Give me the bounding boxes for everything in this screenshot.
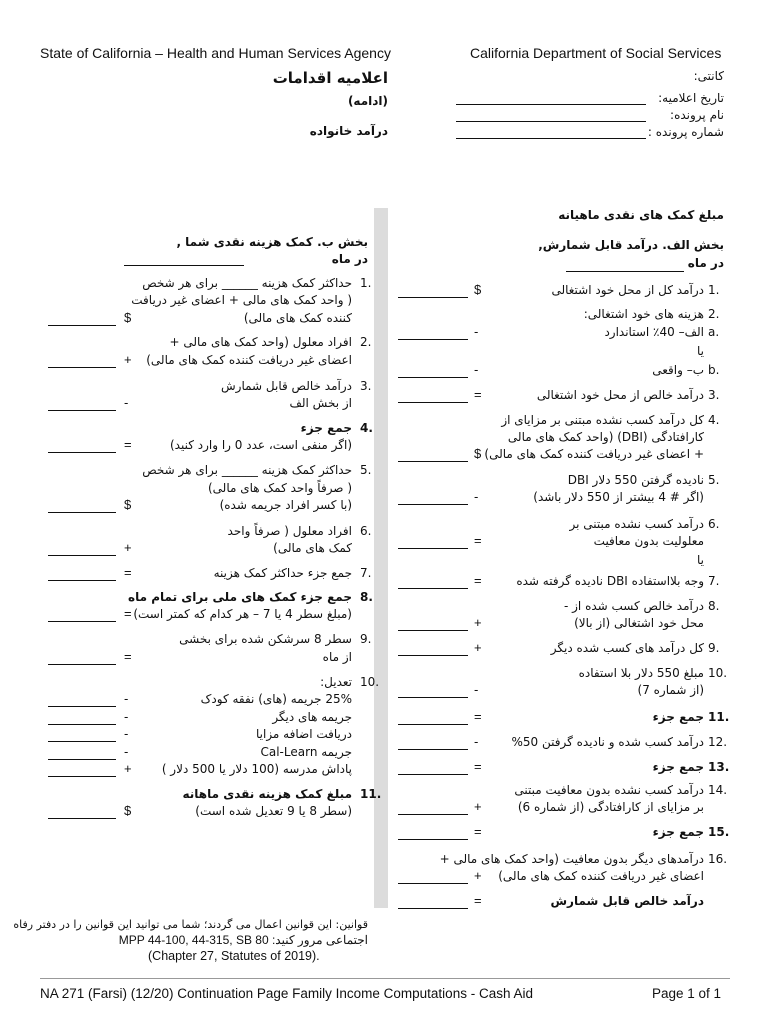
part-a-operator-symbol: = xyxy=(474,824,482,839)
part-a-operator-symbol: = xyxy=(474,893,482,908)
part-a-operator-symbol: = xyxy=(474,709,482,724)
part-b-item-number: 3. xyxy=(360,379,372,393)
part-a-item-text: کل درآمد کسب نشده مبتنی بر مزایای از xyxy=(501,413,704,427)
part-a-item-text: درآمد خالص از محل خود اشتغالی xyxy=(536,388,704,402)
part-b-item-text: از بخش الف xyxy=(289,396,352,410)
part-b-item-text: جمع جزء کمک های ملی برای تمام ماه xyxy=(128,590,352,604)
part-b-item-text: (مبلغ سطر 4 یا 7 – هر کدام که کمتر است) xyxy=(133,607,352,621)
laws-line-2: اجتماعی مرور کنید: MPP 44-100, 44-315, SB 80 xyxy=(118,933,368,947)
part-a-item-number: 12. xyxy=(708,735,728,749)
part-b-item-number: 2. xyxy=(360,335,372,349)
part-b-amount-field[interactable] xyxy=(48,555,116,556)
part-a-item-text: جمع جزء xyxy=(652,825,704,839)
part-a-item-number: 14. xyxy=(708,783,728,797)
part-b-item-text: مبلغ کمک هزینه نقدی ماهانه xyxy=(182,787,352,801)
part-a-operator-symbol: + xyxy=(474,868,482,883)
part-a-operator-symbol: - xyxy=(474,489,479,504)
part-b-item-number: 7. xyxy=(360,566,372,580)
part-b-amount-field[interactable] xyxy=(48,512,116,513)
part-a-item-text: ب– واقعی xyxy=(652,363,704,377)
part-b-item-number: 11. xyxy=(360,787,382,801)
part-a-operator-symbol: $ xyxy=(474,446,482,461)
part-a-item-text: نادیده گرفتن 550 دلار DBI xyxy=(567,473,704,487)
part-a-item-text: یا xyxy=(697,344,704,358)
part-a-item-text: درآمد خالص کسب شده از - xyxy=(563,599,704,613)
part-a-operator-symbol: = xyxy=(474,387,482,402)
part-b-operator-symbol: - xyxy=(124,744,129,759)
county-label: کانتی: xyxy=(693,69,724,83)
part-b-item-text: (سطر 8 یا 9 تعدیل شده است) xyxy=(195,804,352,818)
part-a-month-field[interactable] xyxy=(566,271,684,272)
part-b-amount-field[interactable] xyxy=(48,664,116,665)
part-a-operator-symbol: - xyxy=(474,324,479,339)
agency-right: California Department of Social Services xyxy=(470,45,722,61)
part-a-title: بخش الف. درآمد قابل شمارش, xyxy=(538,238,724,252)
part-a-operator-symbol: - xyxy=(474,362,479,377)
part-a-item-number: 7. xyxy=(708,574,720,588)
notice-title: اعلامیه اقدامات xyxy=(272,69,388,87)
part-a-item-text: + اعضای غیر دریافت کننده کمک های مالی) xyxy=(484,447,704,461)
part-a-item-number: 3. xyxy=(708,388,720,402)
part-b-operator-symbol: = xyxy=(124,565,132,580)
part-b-amount-field[interactable] xyxy=(48,410,116,411)
part-b-amount-field[interactable] xyxy=(48,580,116,581)
part-b-item-text: اعضای غیر دریافت کننده کمک های مالی) xyxy=(146,353,352,367)
part-a-item-number: b. xyxy=(708,363,720,377)
part-a-item-text: محل خود اشتغالی (از بالا) xyxy=(574,616,704,630)
part-a-operator-symbol: = xyxy=(474,533,482,548)
part-b-operator-symbol: + xyxy=(124,761,132,776)
part-a-amount-field[interactable] xyxy=(398,655,468,656)
part-b-item-text: از ماه xyxy=(322,650,352,664)
part-a-amount-field[interactable] xyxy=(398,814,468,815)
part-b-operator-symbol: + xyxy=(124,540,132,555)
part-b-item-number: 5. xyxy=(360,463,372,477)
part-b-item-number: 8. xyxy=(360,590,373,604)
part-b-operator-symbol: - xyxy=(124,726,129,741)
part-a-item-text: مبلغ 550 دلار بلا استفاده xyxy=(578,666,704,680)
notice-title-cont: (ادامه) xyxy=(347,94,388,108)
part-b-item-number: 4. xyxy=(360,421,373,435)
part-a-amount-field[interactable] xyxy=(398,697,468,698)
part-a-item-text: (اگر # 4 بیشتر از 550 دلار باشد) xyxy=(533,490,704,504)
notice-date-label: تاریخ اعلامیه: xyxy=(658,91,724,105)
part-a-item-text: درآمدهای دیگر بدون معافیت (واحد کمک های مالی + xyxy=(439,852,704,866)
part-a-item-text: الف– 40٪ استاندارد xyxy=(604,325,704,339)
part-b-item-text: ( واحد کمک های مالی + اعضای غیر دریافت xyxy=(131,293,352,307)
part-a-amount-field[interactable] xyxy=(398,339,468,340)
part-a-item-number: 1. xyxy=(708,283,720,297)
part-b-amount-field[interactable] xyxy=(48,452,116,453)
part-a-amount-field[interactable] xyxy=(398,588,468,589)
part-a-amount-field[interactable] xyxy=(398,461,468,462)
part-a-item-text: درآمد کسب شده و نادیده گرفتن 50% xyxy=(511,735,704,749)
part-a-amount-field[interactable] xyxy=(398,402,468,403)
part-b-operator-symbol: = xyxy=(124,649,132,664)
part-a-item-text: درآمد کسب نشده مبتنی بر xyxy=(569,517,704,531)
part-a-item-text: درآمد کسب نشده بدون معافیت مبتنی xyxy=(514,783,704,797)
part-a-item-number: 9. xyxy=(708,641,720,655)
part-b-item-text: افراد معلول (واحد کمک های مالی + xyxy=(169,335,352,349)
case-name-label: نام پرونده: xyxy=(670,108,724,122)
part-a-item-text: بر مزایای از کارافتادگی (از شماره 6) xyxy=(517,800,704,814)
part-a-item-number: 5. xyxy=(708,473,720,487)
part-b-operator-symbol: $ xyxy=(124,497,132,512)
case-number-field[interactable] xyxy=(456,138,646,139)
part-a-item-text: وجه بلااستفاده DBI نادیده گرفته شده xyxy=(516,574,704,588)
part-b-item-number: 6. xyxy=(360,524,372,538)
part-b-item-text: تعدیل: xyxy=(320,675,352,689)
part-a-item-text: جمع جزء xyxy=(652,710,704,724)
part-a-item-text: هزینه های خود اشتغالی: xyxy=(583,307,704,321)
part-b-operator-symbol: + xyxy=(124,352,132,367)
part-b-item-text: جمع جزء xyxy=(300,421,352,435)
part-b-amount-field[interactable] xyxy=(48,759,116,760)
part-a-item-text: درآمد خالص قابل شمارش xyxy=(550,894,704,908)
part-a-item-text: معلولیت بدون معافیت xyxy=(593,534,704,548)
part-b-item-text: افراد معلول ( صرفاً واحد xyxy=(227,524,352,538)
part-b-item-number: 1. xyxy=(360,276,372,290)
part-b-operator-symbol: - xyxy=(124,691,129,706)
part-a-item-number: 2. xyxy=(708,307,720,321)
part-b-operator-symbol: - xyxy=(124,709,129,724)
part-b-item-text: جمع جزء حداکثر کمک هزینه xyxy=(213,566,352,580)
part-b-operator-symbol: = xyxy=(124,606,132,621)
part-b-item-text: کمک های مالی) xyxy=(273,541,352,555)
part-b-item-text: جریمه Cal-Learn xyxy=(260,745,352,759)
part-a-operator-symbol: = xyxy=(474,759,482,774)
part-a-item-text: کارافتادگی (DBI) (واحد کمک های مالی xyxy=(507,430,704,444)
part-a-item-text: اعضای غیر دریافت کننده کمک های مالی) xyxy=(498,869,704,883)
part-b-item-text: (با کسر افراد جریمه شده) xyxy=(219,498,352,512)
case-number-label: شماره پرونده : xyxy=(647,125,724,139)
column-divider xyxy=(374,208,388,908)
part-b-operator-symbol: = xyxy=(124,437,132,452)
part-b-item-text: (اگر منفی است، عدد 0 را وارد کنید) xyxy=(170,438,352,452)
part-b-item-text: حداکثر کمک هزینه ______ برای هر شخص xyxy=(142,463,352,477)
notice-subtitle: درآمد خانواده xyxy=(309,124,388,138)
part-a-operator-symbol: + xyxy=(474,799,482,814)
part-b-item-number: 10. xyxy=(360,675,380,689)
part-a-item-number: 15. xyxy=(708,825,730,839)
part-b-item-text: کننده کمک های مالی) xyxy=(243,311,352,325)
part-b-operator-symbol: - xyxy=(124,395,129,410)
part-a-amount-field[interactable] xyxy=(398,749,468,750)
part-a-amount-field[interactable] xyxy=(398,724,468,725)
laws-line-3: (Chapter 27, Statutes of 2019). xyxy=(148,949,320,963)
case-name-field[interactable] xyxy=(456,121,646,122)
part-a-amount-field[interactable] xyxy=(398,548,468,549)
part-a-item-number: a. xyxy=(708,325,720,339)
part-b-item-text: حداکثر کمک هزینه ______ برای هر شخص xyxy=(142,276,352,290)
part-b-amount-field[interactable] xyxy=(48,325,116,326)
part-a-item-number: 6. xyxy=(708,517,720,531)
footer-form-id: NA 271 (Farsi) (12/20) Continuation Page Family Income Computations - Cash Aid xyxy=(40,986,533,1001)
part-b-operator-symbol: $ xyxy=(124,310,132,325)
part-a-item-number: 16. xyxy=(708,852,728,866)
part-a-item-text: کل درآمد های کسب شده دیگر xyxy=(550,641,704,655)
part-a-operator-symbol: = xyxy=(474,573,482,588)
part-a-item-number: 11. xyxy=(708,710,730,724)
laws-line-1: قوانین: این قوانین اعمال می گردند؛ شما می توانید این قوانین را در دفتر رفاه xyxy=(13,918,368,931)
part-b-title: بخش ب. کمک هزینه نقدی شما , xyxy=(176,235,368,249)
part-a-amount-field[interactable] xyxy=(398,839,468,840)
part-a-amount-field[interactable] xyxy=(398,883,468,884)
part-a-item-text: درآمد کل از محل خود اشتغالی xyxy=(551,283,704,297)
part-a-item-number: 10. xyxy=(708,666,728,680)
part-a-item-text: جمع جزء xyxy=(652,760,704,774)
part-b-item-text: دریافت اضافه مزایا xyxy=(255,727,352,741)
part-a-operator-symbol: - xyxy=(474,734,479,749)
part-a-amount-field[interactable] xyxy=(398,908,468,909)
part-a-operator-symbol: + xyxy=(474,615,482,630)
part-b-item-text: پاداش مدرسه (100 دلار یا 500 دلار ) xyxy=(161,762,352,776)
part-a-item-number: 4. xyxy=(708,413,720,427)
part-b-amount-field[interactable] xyxy=(48,706,116,707)
part-b-operator-symbol: $ xyxy=(124,803,132,818)
part-a-amount-field[interactable] xyxy=(398,630,468,631)
part-a-operator-symbol: $ xyxy=(474,282,482,297)
right-heading: مبلغ کمک های نقدی ماهیانه xyxy=(558,208,724,222)
part-a-amount-field[interactable] xyxy=(398,297,468,298)
part-b-amount-field[interactable] xyxy=(48,724,116,725)
notice-date-field[interactable] xyxy=(456,104,646,105)
part-b-month: در ماه xyxy=(331,252,368,266)
part-a-amount-field[interactable] xyxy=(398,504,468,505)
part-a-item-number: 13. xyxy=(708,760,730,774)
part-a-amount-field[interactable] xyxy=(398,774,468,775)
part-b-amount-field[interactable] xyxy=(48,818,116,819)
footer-rule xyxy=(40,978,730,979)
part-b-amount-field[interactable] xyxy=(48,367,116,368)
part-b-amount-field[interactable] xyxy=(48,776,116,777)
part-a-operator-symbol: + xyxy=(474,640,482,655)
part-a-item-text: (از شماره 7) xyxy=(637,683,704,697)
part-b-month-field[interactable] xyxy=(124,265,244,266)
part-a-item-text: یا xyxy=(697,553,704,567)
part-b-item-text: ( صرفاً واحد کمک های مالی) xyxy=(208,481,352,495)
part-b-item-text: درآمد خالص قابل شمارش xyxy=(221,379,352,393)
part-b-item-text: جریمه های دیگر xyxy=(272,710,352,724)
part-b-amount-field[interactable] xyxy=(48,621,116,622)
part-a-amount-field[interactable] xyxy=(398,377,468,378)
part-a-item-number: 8. xyxy=(708,599,720,613)
part-b-amount-field[interactable] xyxy=(48,741,116,742)
part-b-item-text: 25% جریمه (های) نفقه کودک xyxy=(200,692,352,706)
part-b-item-number: 9. xyxy=(360,632,372,646)
footer-page: Page 1 of 1 xyxy=(652,986,722,1001)
part-b-item-text: سطر 8 سرشکن شده برای بخشی xyxy=(179,632,352,646)
part-a-operator-symbol: - xyxy=(474,682,479,697)
part-a-month: در ماه xyxy=(687,256,724,270)
agency-left: State of California – Health and Human Services Agency xyxy=(40,45,391,61)
